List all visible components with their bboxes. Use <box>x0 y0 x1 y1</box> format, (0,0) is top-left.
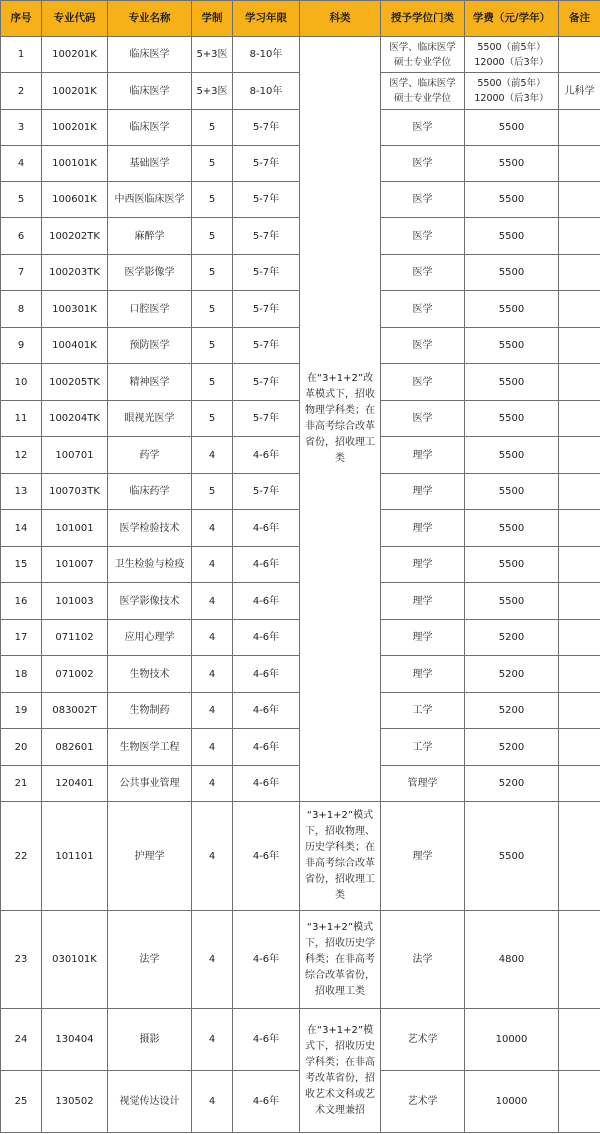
cell-fee: 5500 <box>465 510 559 547</box>
cell-note <box>559 1009 600 1071</box>
cell-fee: 5500 <box>465 291 559 328</box>
cell-code: 100301K <box>42 291 108 328</box>
cell-note <box>559 255 600 291</box>
cell-seq: 23 <box>1 911 42 1009</box>
cell-name: 摄影 <box>108 1009 192 1071</box>
cell-fee: 5500 <box>465 474 559 510</box>
cell-seq: 1 <box>1 37 42 73</box>
cell-system: 4 <box>192 1009 233 1071</box>
cell-subject-group-1: 在“3+1+2”改革模式下，招收物理学科类；在非高考综合改革省份，招收理工类 <box>300 37 381 802</box>
cell-code: 100202TK <box>42 218 108 255</box>
degree-line-1: 医学、临床医学 <box>389 78 456 89</box>
cell-name: 临床医学 <box>108 73 192 110</box>
cell-years: 5-7年 <box>233 182 300 218</box>
cell-code: 083002T <box>42 693 108 729</box>
cell-name: 护理学 <box>108 802 192 911</box>
cell-seq: 18 <box>1 656 42 693</box>
cell-fee <box>465 37 559 73</box>
cell-system: 4 <box>192 620 233 656</box>
cell-name: 精神医学 <box>108 364 192 401</box>
cell-note <box>559 766 600 802</box>
cell-seq: 11 <box>1 401 42 437</box>
cell-name: 临床药学 <box>108 474 192 510</box>
cell-degree: 医学 <box>381 328 465 364</box>
cell-degree: 医学 <box>381 401 465 437</box>
header-seq: 序号 <box>1 1 42 37</box>
cell-code: 100101K <box>42 146 108 182</box>
cell-code: 100203TK <box>42 255 108 291</box>
table-row <box>1 802 600 911</box>
cell-code: 100703TK <box>42 474 108 510</box>
cell-note <box>559 620 600 656</box>
cell-name: 预防医学 <box>108 328 192 364</box>
cell-years: 4-6年 <box>233 729 300 766</box>
header-name: 专业名称 <box>108 1 192 37</box>
table-row <box>1 1009 600 1071</box>
cell-note <box>559 182 600 218</box>
cell-degree: 艺术学 <box>381 1071 465 1133</box>
cell-seq: 7 <box>1 255 42 291</box>
cell-degree: 工学 <box>381 693 465 729</box>
header-fee: 学费（元/学年） <box>465 1 559 37</box>
cell-name: 临床医学 <box>108 110 192 146</box>
cell-code: 071002 <box>42 656 108 693</box>
cell-note <box>559 474 600 510</box>
cell-seq: 8 <box>1 291 42 328</box>
cell-note <box>559 1071 600 1133</box>
cell-degree: 理学 <box>381 437 465 474</box>
cell-seq: 17 <box>1 620 42 656</box>
cell-code: 120401 <box>42 766 108 802</box>
cell-years: 4-6年 <box>233 766 300 802</box>
cell-name: 应用心理学 <box>108 620 192 656</box>
cell-fee: 5200 <box>465 729 559 766</box>
cell-seq: 10 <box>1 364 42 401</box>
cell-degree: 医学 <box>381 146 465 182</box>
cell-subject: “3+1+2”模式下，招收历史学科类；在非高考综合改革省份，招收理工类 <box>300 911 381 1009</box>
cell-name: 卫生检验与检疫 <box>108 547 192 583</box>
cell-fee: 10000 <box>465 1009 559 1071</box>
cell-code: 100601K <box>42 182 108 218</box>
cell-name: 药学 <box>108 437 192 474</box>
degree-line-2: 硕士专业学位 <box>393 56 451 68</box>
cell-note: 儿科学 <box>559 73 600 110</box>
cell-years: 5-7年 <box>233 110 300 146</box>
cell-degree <box>381 37 465 73</box>
cell-fee: 4800 <box>465 911 559 1009</box>
cell-name: 医学影像学 <box>108 255 192 291</box>
cell-system: 5 <box>192 474 233 510</box>
table-row <box>1 37 600 73</box>
cell-fee: 5500 <box>465 328 559 364</box>
cell-seq: 12 <box>1 437 42 474</box>
cell-note <box>559 510 600 547</box>
cell-system: 5 <box>192 291 233 328</box>
cell-code: 130502 <box>42 1071 108 1133</box>
cell-years: 4-6年 <box>233 620 300 656</box>
cell-note <box>559 291 600 328</box>
cell-subject: “3+1+2”模式下，招收物理、历史学科类；在非高考综合改革省份，招收理工类 <box>300 802 381 911</box>
header-note: 备注 <box>559 1 600 37</box>
cell-fee <box>465 73 559 110</box>
cell-years: 5-7年 <box>233 255 300 291</box>
cell-fee: 5500 <box>465 182 559 218</box>
fee-line-1: 5500（前5年） <box>477 78 546 89</box>
cell-years: 8-10年 <box>233 37 300 73</box>
cell-seq: 14 <box>1 510 42 547</box>
cell-fee: 5500 <box>465 110 559 146</box>
cell-fee: 5200 <box>465 693 559 729</box>
cell-code: 100201K <box>42 37 108 73</box>
cell-years: 4-6年 <box>233 583 300 620</box>
cell-degree: 理学 <box>381 620 465 656</box>
header-system: 学制 <box>192 1 233 37</box>
cell-degree: 法学 <box>381 911 465 1009</box>
cell-note <box>559 583 600 620</box>
cell-note <box>559 364 600 401</box>
fee-line-2: 12000（后3年） <box>474 56 549 68</box>
cell-name: 口腔医学 <box>108 291 192 328</box>
cell-note <box>559 37 600 73</box>
cell-system: 5 <box>192 364 233 401</box>
cell-fee: 5500 <box>465 255 559 291</box>
cell-system: 4 <box>192 911 233 1009</box>
cell-degree: 医学 <box>381 255 465 291</box>
cell-degree: 理学 <box>381 510 465 547</box>
cell-code: 100201K <box>42 110 108 146</box>
cell-system: 4 <box>192 729 233 766</box>
cell-system: 5 <box>192 328 233 364</box>
cell-note <box>559 401 600 437</box>
cell-degree: 医学 <box>381 291 465 328</box>
cell-degree: 理学 <box>381 583 465 620</box>
cell-seq: 20 <box>1 729 42 766</box>
cell-note <box>559 911 600 1009</box>
cell-code: 100201K <box>42 73 108 110</box>
cell-system: 5 <box>192 401 233 437</box>
cell-years: 5-7年 <box>233 401 300 437</box>
header-subject: 科类 <box>300 1 381 37</box>
cell-years: 5-7年 <box>233 328 300 364</box>
cell-seq: 24 <box>1 1009 42 1071</box>
cell-system: 5 <box>192 110 233 146</box>
cell-name: 眼视光医学 <box>108 401 192 437</box>
cell-system: 5 <box>192 146 233 182</box>
cell-name: 医学影像技术 <box>108 583 192 620</box>
cell-name: 麻醉学 <box>108 218 192 255</box>
cell-fee: 5500 <box>465 401 559 437</box>
cell-code: 101007 <box>42 547 108 583</box>
cell-fee: 10000 <box>465 1071 559 1133</box>
cell-seq: 9 <box>1 328 42 364</box>
cell-degree: 理学 <box>381 802 465 911</box>
cell-code: 030101K <box>42 911 108 1009</box>
cell-seq: 13 <box>1 474 42 510</box>
cell-note <box>559 437 600 474</box>
fee-line-1: 5500（前5年） <box>477 41 546 53</box>
cell-system: 4 <box>192 802 233 911</box>
cell-fee: 5500 <box>465 218 559 255</box>
cell-degree: 医学 <box>381 364 465 401</box>
cell-fee: 5500 <box>465 583 559 620</box>
cell-system: 4 <box>192 510 233 547</box>
cell-seq: 5 <box>1 182 42 218</box>
cell-system: 5 <box>192 182 233 218</box>
cell-years: 5-7年 <box>233 474 300 510</box>
cell-name: 视觉传达设计 <box>108 1071 192 1133</box>
cell-note <box>559 693 600 729</box>
cell-note <box>559 729 600 766</box>
cell-system: 4 <box>192 766 233 802</box>
cell-note <box>559 328 600 364</box>
cell-note <box>559 146 600 182</box>
cell-name: 医学检验技术 <box>108 510 192 547</box>
cell-years: 5-7年 <box>233 291 300 328</box>
cell-years: 4-6年 <box>233 547 300 583</box>
cell-system: 4 <box>192 547 233 583</box>
cell-seq: 25 <box>1 1071 42 1133</box>
degree-line-2: 硕士专业学位 <box>393 93 451 104</box>
cell-system: 5 <box>192 218 233 255</box>
cell-name: 生物医学工程 <box>108 729 192 766</box>
cell-seq: 2 <box>1 73 42 110</box>
cell-years: 5-7年 <box>233 218 300 255</box>
cell-degree: 理学 <box>381 474 465 510</box>
cell-code: 101003 <box>42 583 108 620</box>
cell-degree: 医学 <box>381 218 465 255</box>
cell-system: 4 <box>192 693 233 729</box>
cell-code: 101001 <box>42 510 108 547</box>
cell-note <box>559 656 600 693</box>
cell-fee: 5200 <box>465 656 559 693</box>
cell-code: 082601 <box>42 729 108 766</box>
cell-years: 4-6年 <box>233 802 300 911</box>
cell-note <box>559 802 600 911</box>
cell-name: 法学 <box>108 911 192 1009</box>
header-row <box>1 1 600 37</box>
cell-degree <box>381 73 465 110</box>
cell-system: 5+3医 <box>192 37 233 73</box>
cell-degree: 管理学 <box>381 766 465 802</box>
cell-subject-group-2: 在“3+1+2”模式下，招收历史学科类；在非高考改革省份，招收艺术文科或艺术文理兼招 <box>300 1009 381 1133</box>
cell-code: 100204TK <box>42 401 108 437</box>
cell-fee: 5200 <box>465 766 559 802</box>
cell-years: 4-6年 <box>233 656 300 693</box>
cell-name: 生物技术 <box>108 656 192 693</box>
cell-system: 5 <box>192 255 233 291</box>
cell-degree: 医学 <box>381 182 465 218</box>
cell-seq: 21 <box>1 766 42 802</box>
fee-line-2: 12000（后3年） <box>474 93 549 104</box>
cell-note <box>559 110 600 146</box>
header-years: 学习年限 <box>233 1 300 37</box>
cell-code: 100205TK <box>42 364 108 401</box>
cell-code: 130404 <box>42 1009 108 1071</box>
cell-fee: 5500 <box>465 802 559 911</box>
cell-degree: 理学 <box>381 656 465 693</box>
cell-seq: 3 <box>1 110 42 146</box>
cell-years: 5-7年 <box>233 146 300 182</box>
cell-name: 生物制药 <box>108 693 192 729</box>
cell-seq: 6 <box>1 218 42 255</box>
header-code: 专业代码 <box>42 1 108 37</box>
cell-years: 4-6年 <box>233 911 300 1009</box>
cell-fee: 5200 <box>465 620 559 656</box>
cell-system: 4 <box>192 583 233 620</box>
cell-system: 5+3医 <box>192 73 233 110</box>
cell-fee: 5500 <box>465 437 559 474</box>
cell-name: 基础医学 <box>108 146 192 182</box>
cell-years: 4-6年 <box>233 1071 300 1133</box>
cell-fee: 5500 <box>465 146 559 182</box>
cell-name: 公共事业管理 <box>108 766 192 802</box>
cell-code: 071102 <box>42 620 108 656</box>
cell-fee: 5500 <box>465 364 559 401</box>
cell-degree: 理学 <box>381 547 465 583</box>
header-degree: 授予学位门类 <box>381 1 465 37</box>
cell-fee: 5500 <box>465 547 559 583</box>
cell-years: 5-7年 <box>233 364 300 401</box>
cell-system: 4 <box>192 656 233 693</box>
cell-seq: 22 <box>1 802 42 911</box>
cell-seq: 16 <box>1 583 42 620</box>
cell-name: 临床医学 <box>108 37 192 73</box>
cell-system: 4 <box>192 437 233 474</box>
cell-code: 101101 <box>42 802 108 911</box>
cell-degree: 医学 <box>381 110 465 146</box>
cell-system: 4 <box>192 1071 233 1133</box>
cell-years: 8-10年 <box>233 73 300 110</box>
table-row <box>1 911 600 1009</box>
cell-years: 4-6年 <box>233 693 300 729</box>
cell-name: 中西医临床医学 <box>108 182 192 218</box>
cell-years: 4-6年 <box>233 510 300 547</box>
cell-years: 4-6年 <box>233 1009 300 1071</box>
cell-note <box>559 218 600 255</box>
cell-seq: 19 <box>1 693 42 729</box>
cell-note <box>559 547 600 583</box>
cell-seq: 15 <box>1 547 42 583</box>
cell-code: 100701 <box>42 437 108 474</box>
cell-seq: 4 <box>1 146 42 182</box>
cell-years: 4-6年 <box>233 437 300 474</box>
cell-degree: 工学 <box>381 729 465 766</box>
cell-degree: 艺术学 <box>381 1009 465 1071</box>
cell-code: 100401K <box>42 328 108 364</box>
degree-line-1: 医学、临床医学 <box>389 41 456 53</box>
